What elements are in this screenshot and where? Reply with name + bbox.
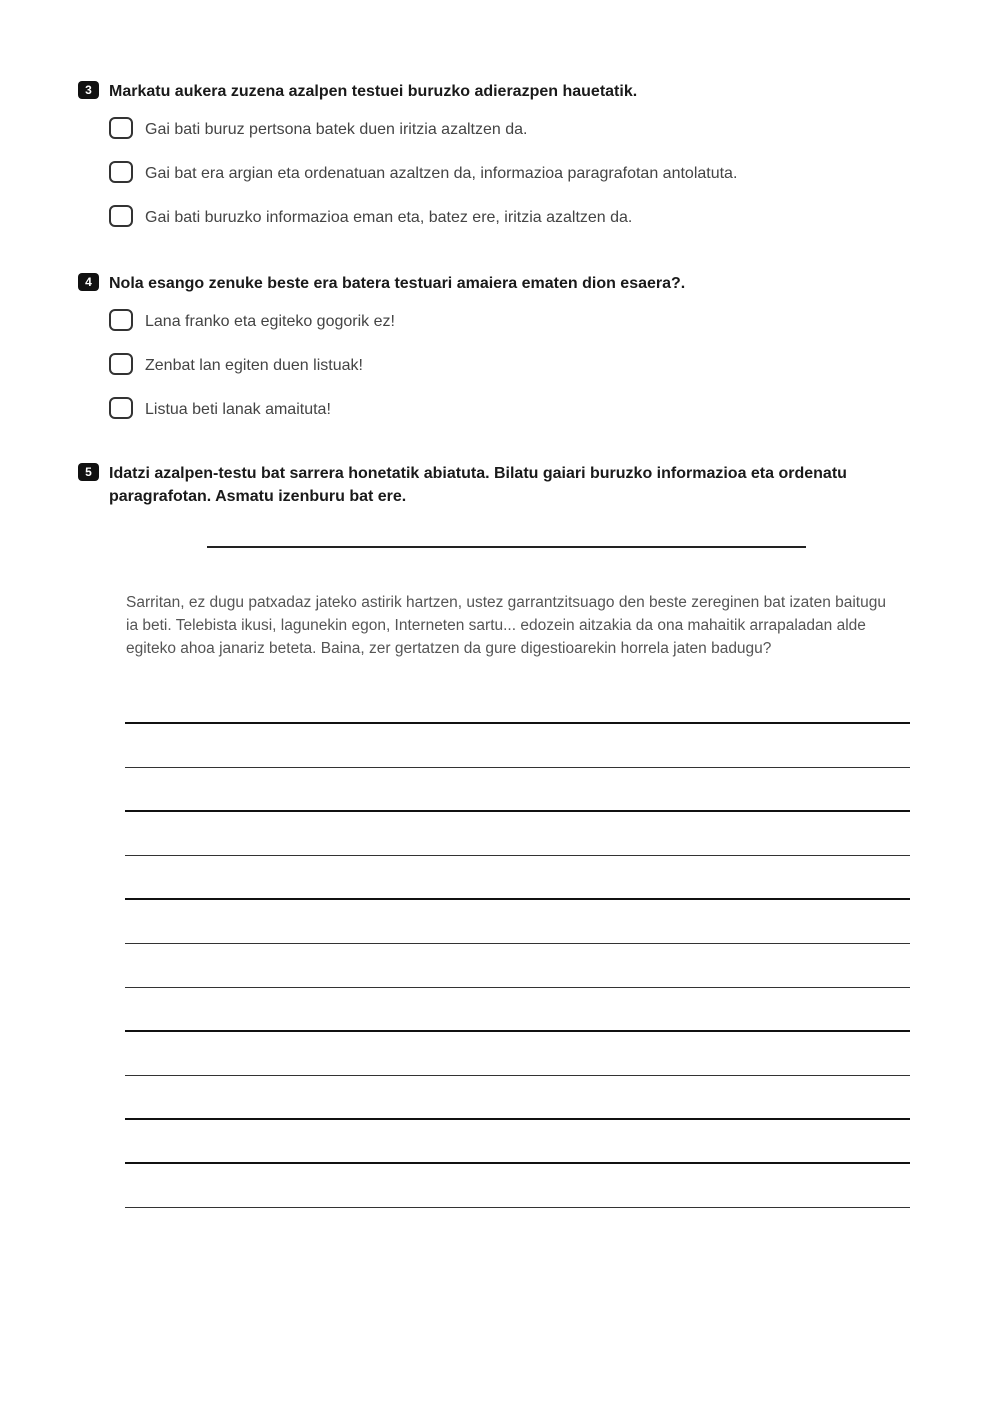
question-3-number: 3 — [78, 81, 99, 99]
question-4-options — [78, 309, 898, 441]
question-3-prompt: Markatu aukera zuzena azalpen testuei buruzko adierazpen hauetatik. — [109, 83, 638, 100]
question-3-option-b-checkbox[interactable] — [109, 161, 133, 183]
writing-line[interactable] — [125, 988, 910, 1032]
question-3-option-b — [78, 161, 898, 205]
writing-line[interactable] — [125, 768, 910, 812]
question-4-option-b-label: Zenbat lan egiten duen listuak! — [145, 357, 363, 374]
writing-line[interactable] — [125, 724, 910, 768]
question-4-number: 4 — [78, 273, 99, 291]
writing-line[interactable] — [125, 1120, 910, 1164]
question-3-heading — [78, 80, 898, 103]
question-3-option-c-checkbox[interactable] — [109, 205, 133, 227]
question-3-option-c-label: Gai bati buruzko informazioa eman eta, batez ere, iritzia azaltzen da. — [145, 209, 633, 226]
question-3-options — [78, 117, 898, 249]
writing-line[interactable] — [125, 944, 910, 988]
question-5 — [78, 462, 898, 508]
writing-line[interactable] — [125, 1032, 910, 1076]
writing-line[interactable] — [125, 1076, 910, 1120]
question-4-heading — [78, 272, 898, 295]
question-3-option-a-label: Gai bati buruz pertsona batek duen iritzia azaltzen da. — [145, 121, 528, 138]
writing-line[interactable] — [125, 812, 910, 856]
question-4-option-a-label: Lana franko eta egiteko gogorik ez! — [145, 313, 395, 330]
intro-paragraph: Sarritan, ez dugu patxadaz jateko astirik hartzen, ustez garrantzitsuago den beste zereginen bat izaten baitugu ia beti. Telebista ikusi, lagunekin egon, Interneten sartu... edozein aitzakia da ona mahaitik arrapaladan alde egiteko ahoa janariz beteta. Baina, zer gertatzen da gure digestioarekin horrela jaten badugu? — [126, 593, 886, 657]
question-4-prompt: Nola esango zenuke beste era batera testuari amaiera ematen dion esaera?. — [109, 275, 686, 292]
question-4-option-a-checkbox[interactable] — [109, 309, 133, 331]
question-4-option-c-checkbox[interactable] — [109, 397, 133, 419]
title-writing-line[interactable] — [207, 546, 806, 548]
question-4 — [78, 272, 898, 441]
writing-area[interactable] — [125, 680, 910, 1208]
question-3-option-a — [78, 117, 898, 161]
question-3-option-b-label: Gai bat era argian eta ordenatuan azaltzen da, informazioa paragrafotan antolatuta. — [145, 165, 738, 182]
writing-line[interactable] — [125, 680, 910, 724]
question-5-prompt: Idatzi azalpen-testu bat sarrera honetatik abiatuta. Bilatu gaiari buruzko informazioa eta ordenatu paragrafotan. Asmatu izenburu bat ere. — [109, 465, 847, 505]
question-4-option-c-label: Listua beti lanak amaituta! — [145, 401, 331, 418]
question-4-option-a — [78, 309, 898, 353]
question-3-option-c — [78, 205, 898, 249]
writing-line[interactable] — [125, 856, 910, 900]
writing-line[interactable] — [125, 900, 910, 944]
question-4-option-c — [78, 397, 898, 441]
question-5-heading — [78, 462, 898, 508]
question-3-option-a-checkbox[interactable] — [109, 117, 133, 139]
question-3 — [78, 80, 898, 249]
question-5-number: 5 — [78, 463, 99, 481]
question-4-option-b — [78, 353, 898, 397]
writing-line[interactable] — [125, 1164, 910, 1208]
question-4-option-b-checkbox[interactable] — [109, 353, 133, 375]
